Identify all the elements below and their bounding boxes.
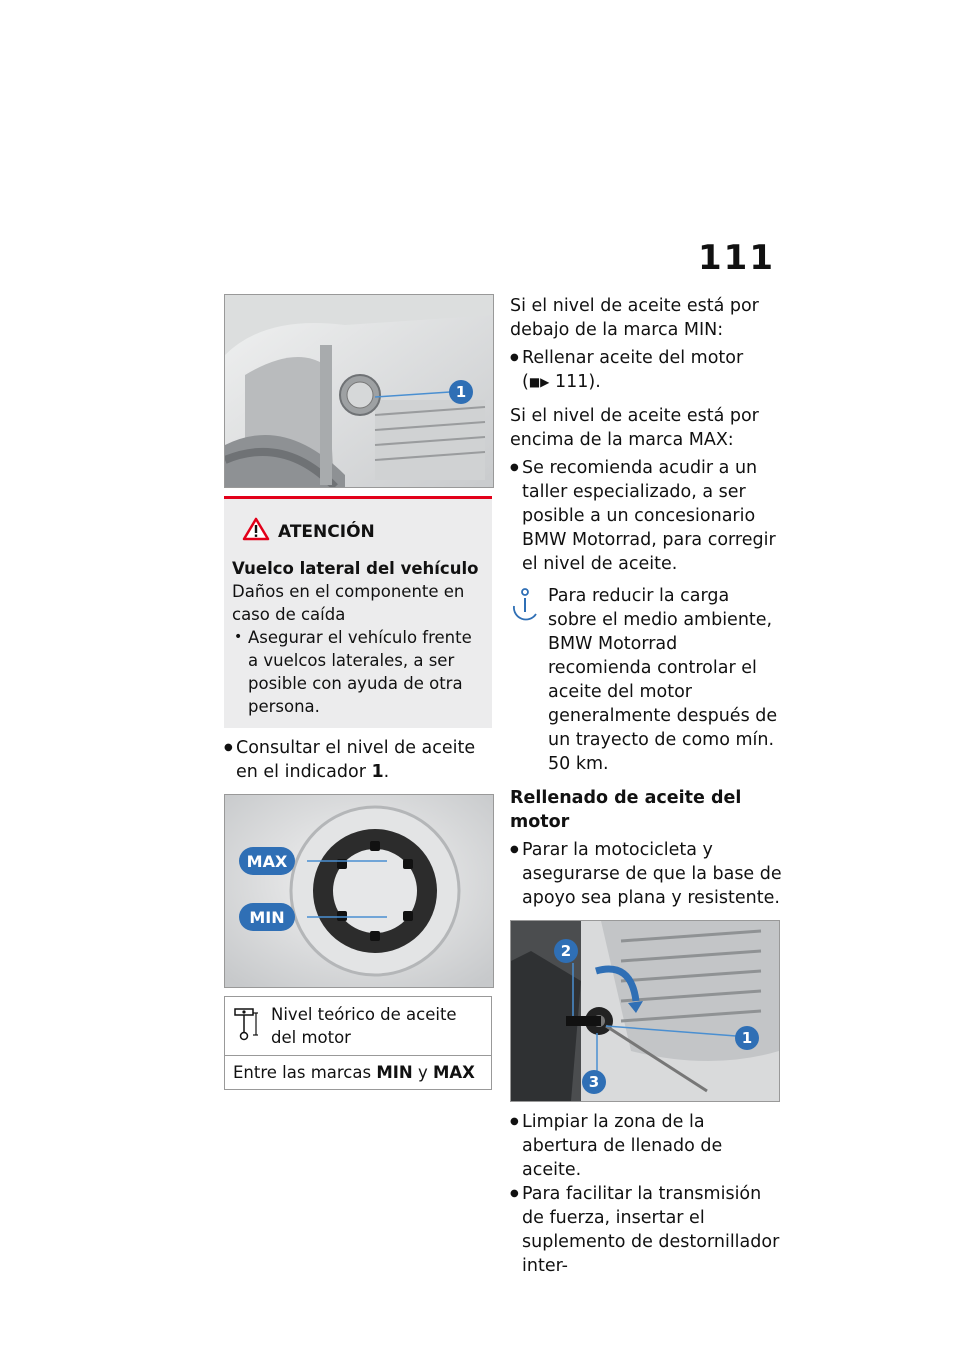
insert-step: ● Para facilitar la transmisión de fuerza, insertar el suplemento de destornillador inter- [510, 1182, 782, 1278]
check-oil-step: ● Consultar el nivel de aceite en el indicador 1. [224, 736, 492, 784]
callout-2: 2 [560, 942, 572, 960]
clean-step: ● Limpiar la zona de la abertura de llenado de aceite. [510, 1110, 782, 1182]
oil-level-icon [233, 1007, 259, 1049]
stand-step: ● Parar la motocicleta y asegurarse de que la base de apoyo sea plana y resistente. [510, 838, 782, 910]
refill-heading: Rellenado de aceite del motor [510, 788, 742, 832]
low-level-intro: Si el nivel de aceite está por debajo de la marca MIN: [510, 296, 759, 340]
callout-3: 3 [588, 1073, 600, 1091]
info-text: Para reducir la carga sobre el medio ambiente, BMW Motorrad recomienda controlar el aceite del motor generalmente después de un trayecto de como mín. 50 km. [548, 586, 778, 774]
left-column [224, 294, 492, 1090]
refill-steps-a [510, 838, 782, 910]
warning-title: ATENCIÓN [278, 521, 375, 542]
max-label: MAX [246, 852, 288, 871]
oil-fill-photo [510, 920, 780, 1102]
page-number: 111 [698, 238, 775, 278]
oil-spec-table [224, 996, 492, 1090]
right-column [510, 294, 782, 1278]
warning-measure: • Asegurar el vehículo frente a vuelcos laterales, a ser posible con ayuda de otra persona. [232, 626, 484, 718]
spec-value: Entre las marcas MIN y MAX [233, 1063, 475, 1082]
page-ref-arrow-icon: ■▶ [528, 375, 550, 389]
warning-triangle-icon [242, 517, 270, 547]
refill-steps-b [510, 1110, 782, 1278]
workshop-step: ● Se recomienda acudir a un taller especializado, a ser posible a un concesionario BMW Motorrad, para corregir el nivel de aceite. [510, 456, 782, 576]
warning-box [224, 496, 492, 728]
info-note [510, 584, 782, 776]
warning-consequence: Daños en el componente en caso de caída [232, 582, 465, 624]
spec-label: Nivel teórico de aceite del motor [271, 1005, 457, 1047]
callout-1: 1 [741, 1029, 753, 1047]
high-level-steps [510, 456, 782, 576]
callout-1: 1 [455, 383, 467, 401]
min-label: MIN [249, 908, 285, 927]
left-steps [224, 736, 492, 784]
high-level-intro: Si el nivel de aceite está por encima de la marca MAX: [510, 406, 759, 450]
warning-subject: Vuelco lateral del vehículo [232, 559, 479, 578]
page-ref-link[interactable]: 111). [554, 372, 601, 392]
oil-gauge-photo [224, 794, 494, 988]
engine-photo [224, 294, 494, 488]
warning-measures [232, 626, 484, 718]
info-icon [510, 588, 542, 629]
refill-step: ● Rellenar aceite del motor (■▶ 111). [510, 346, 782, 394]
low-level-steps [510, 346, 782, 394]
